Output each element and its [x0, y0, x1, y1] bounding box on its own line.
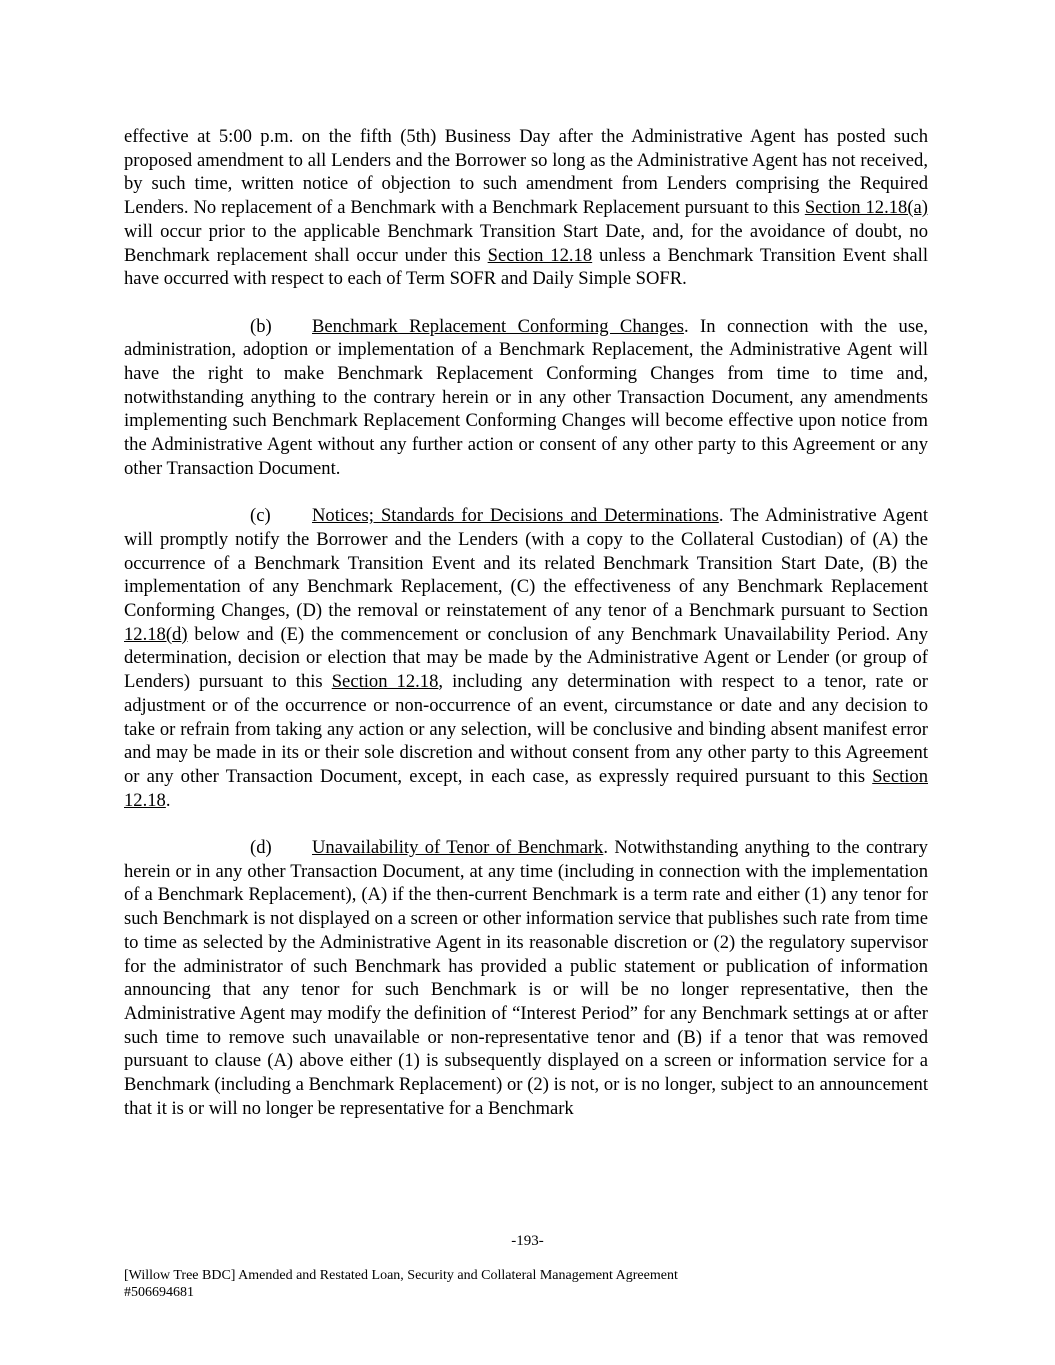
text: , including any determination with respect to a tenor, rate or adjustment or of the occurrence or non-occurrence of an event, circumstance or date and any decision to take or refrain from taking any action or any selection, will be conclusive and binding absent manifest error and may be made in its or their sole discretion and without consent from any other party to this Agreement or any other Transaction Document, except, in each case, as expressly required pursuant to this	[124, 671, 928, 787]
section-reference: Section 12.18	[331, 671, 439, 693]
clause-label: (c)	[250, 505, 271, 527]
footer-title: [Willow Tree BDC] Amended and Restated Loan, Security and Collateral Management Agreement	[124, 1268, 678, 1283]
text: will occur prior to the applicable Benchmark Transition Start Date, and, for the avoidance of doubt, no Benchmark replacement shall occur under this	[124, 220, 928, 266]
clause-heading: Unavailability of Tenor of Benchmark	[312, 837, 604, 859]
text: .	[165, 789, 171, 811]
document-body	[124, 125, 928, 1144]
text: . The Administrative Agent will promptly notify the Borrower and the Lenders (with a copy to the Collateral Custodian) of (A) the occurrence of a Benchmark Transition Event and its related Benchmark Transition Start Date, (B) the implementation of any Benchmark Replacement, (C) the effectiveness of any Benchmark Replacement Conforming Changes, (D) the removal or reinstatement of any tenor of a Benchmark pursuant to Section	[124, 505, 928, 622]
clause-label: (b)	[250, 315, 272, 337]
text: . Notwithstanding anything to the contrary herein or in any other Transaction Document, at any time (including in connection with the implementation of a Benchmark Replacement), (A) if the then-current Benchmark is a term rate and either (1) any tenor for such Benchmark is not displayed on a screen or other information service that publishes such rate from time to time as selected by the Administrative Agent in its reasonable discretion or (2) the regulatory supervisor for the administrator of such Benchmark has provided a public statement or publication of information announcing that any tenor for such Benchmark is or will be no longer representative, then the Administrative Agent may modify the definition of “Interest Period” for any Benchmark settings at or after such time to remove such unavailable or non-representative tenor and (B) if a tenor that was removed pursuant to clause (A) above either (1) is subsequently displayed on a screen or information service for a Benchmark (including a Benchmark Replacement) or (2) is not, or is no longer, subject to an announcement that it is or will no longer be representative for a Benchmark	[124, 837, 928, 1119]
clause-label: (d)	[250, 837, 272, 859]
text: unless a Benchmark Transition Event shall have occurred with respect to each of Term SOFR and Daily Simple SOFR.	[124, 244, 928, 290]
section-reference: 12.18(d)	[124, 623, 188, 645]
paragraph-c	[124, 504, 928, 812]
section-reference: Section 12.18	[487, 244, 593, 266]
text: . In connection with the use, administration, adoption or implementation of a Benchmark Replacement, the Administrative Agent will have the right to make Benchmark Replacement Conforming Changes from time to time and, notwithstanding anything to the contrary herein or in any other Transaction Document, any amendments implementing such Benchmark Replacement Conforming Changes will become effective upon notice from the Administrative Agent without any further action or consent of any other party to this Agreement or any other Transaction Document.	[124, 315, 928, 479]
clause-heading: Notices; Standards for Decisions and Determinations	[312, 505, 719, 527]
clause-heading: Benchmark Replacement Conforming Changes	[312, 315, 684, 337]
page-number: -193-	[511, 1233, 544, 1249]
footer	[124, 1268, 678, 1301]
section-reference: Section 12.18	[124, 765, 928, 811]
footer-doc-id: #506694681	[124, 1284, 194, 1300]
text: effective at 5:00 p.m. on the fifth (5th) Business Day after the Administrative Agent has posted such proposed amendment to all Lenders and the Borrower so long as the Administrative Agent has not received, by such time, written notice of objection to such amendment from Lenders comprising the Required Lenders. No replacement of a Benchmark with a Benchmark Replacement pursuant to this	[124, 126, 928, 219]
paragraph-b	[124, 315, 928, 481]
paragraph-continuation	[124, 125, 928, 291]
section-reference: Section 12.18(a)	[804, 197, 928, 219]
paragraph-d	[124, 836, 928, 1120]
text: below and (E) the commencement or conclusion of any Benchmark Unavailability Period. Any determination, decision or election that may be made by the Administrative Agent or Lender (or group of Lenders) pursuant to this	[124, 623, 928, 693]
